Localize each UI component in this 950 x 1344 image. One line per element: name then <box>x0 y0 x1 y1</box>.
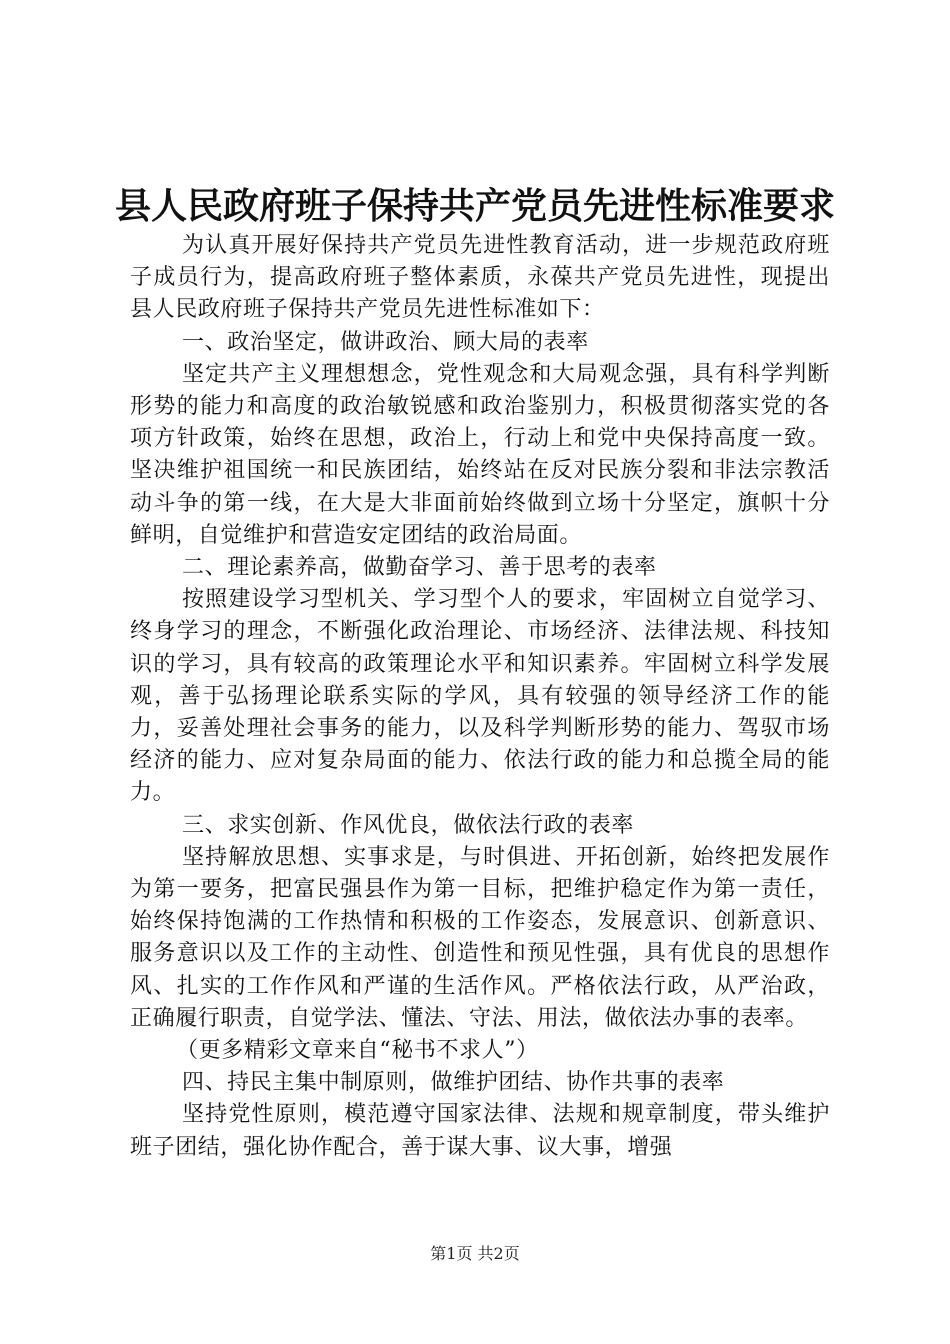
section-heading-4: 四、持民主集中制原则，做维护团结、协作共事的表率 <box>182 1070 725 1096</box>
section-heading-2: 二、理论素养高，做勤奋学习、善于思考的表率 <box>182 555 657 581</box>
intro-paragraph: 为认真开展好保持共产党员先进性教育活动，进一步规范政府班子成员行为，提高政府班子整体素质，永葆共产党员先进性，现提出县人民政府班子保持共产党员先进性标准如下： <box>130 233 830 323</box>
section-heading-1: 一、政治坚定，做讲政治、顾大局的表率 <box>182 329 589 355</box>
section-body-1: 坚定共产主义理想想念，党性观念和大局观念强，具有科学判断形势的能力和高度的政治敏锐感和政治鉴别力，积极贯彻落实党的各项方针政策，始终在思想，政治上，行动上和党中央保持高度一致。坚决维护祖国统一和民族团结，始终站在反对民族分裂和非法宗教活动斗争的第一线，在大是大非面前始终做到立场十分坚定，旗帜十分鲜明，自觉维护和营造安定团结的政治局面。 <box>130 361 830 548</box>
section-body-2: 按照建设学习型机关、学习型个人的要求，牢固树立自觉学习、终身学习的理念，不断强化政治理论、市场经济、法律法规、科技知识的学习，具有较高的政策理论水平和知识素养。牢固树立科学发展观，善于弘扬理论联系实际的学风，具有较强的领导经济工作的能力，妥善处理社会事务的能力，以及科学判断形势的能力、驾驭市场经济的能力、应对复杂局面的能力、依法行政的能力和总揽全局的能力。 <box>130 587 830 806</box>
document-body <box>130 230 830 1164</box>
section-heading-3: 三、求实创新、作风优良，做依法行政的表率 <box>182 812 635 838</box>
source-note: （更多精彩文章来自“秘书不求人”） <box>176 1038 539 1064</box>
section-body-3: 坚持解放思想、实事求是，与时俱进、开拓创新，始终把发展作为第一要务，把富民强县作为第一目标，把维护稳定作为第一责任，始终保持饱满的工作热情和积极的工作姿态，发展意识、创新意识、服务意识以及工作的主动性、创造性和预见性强，具有优良的思想作风、扎实的工作作风和严谨的生活作风。严格依法行政，从严治政，正确履行职责，自觉学法、懂法、守法、用法，做依法办事的表率。 <box>130 844 830 1031</box>
section-body-4: 坚持党性原则，模范遵守国家法律、法规和规章制度，带头维护班子团结，强化协作配合，善于谋大事、议大事，增强 <box>130 1102 830 1160</box>
page-number-footer: 第1页 共2页 <box>430 1244 520 1263</box>
document-title: 县人民政府班子保持共产党员先进性标准要求 <box>114 185 835 227</box>
